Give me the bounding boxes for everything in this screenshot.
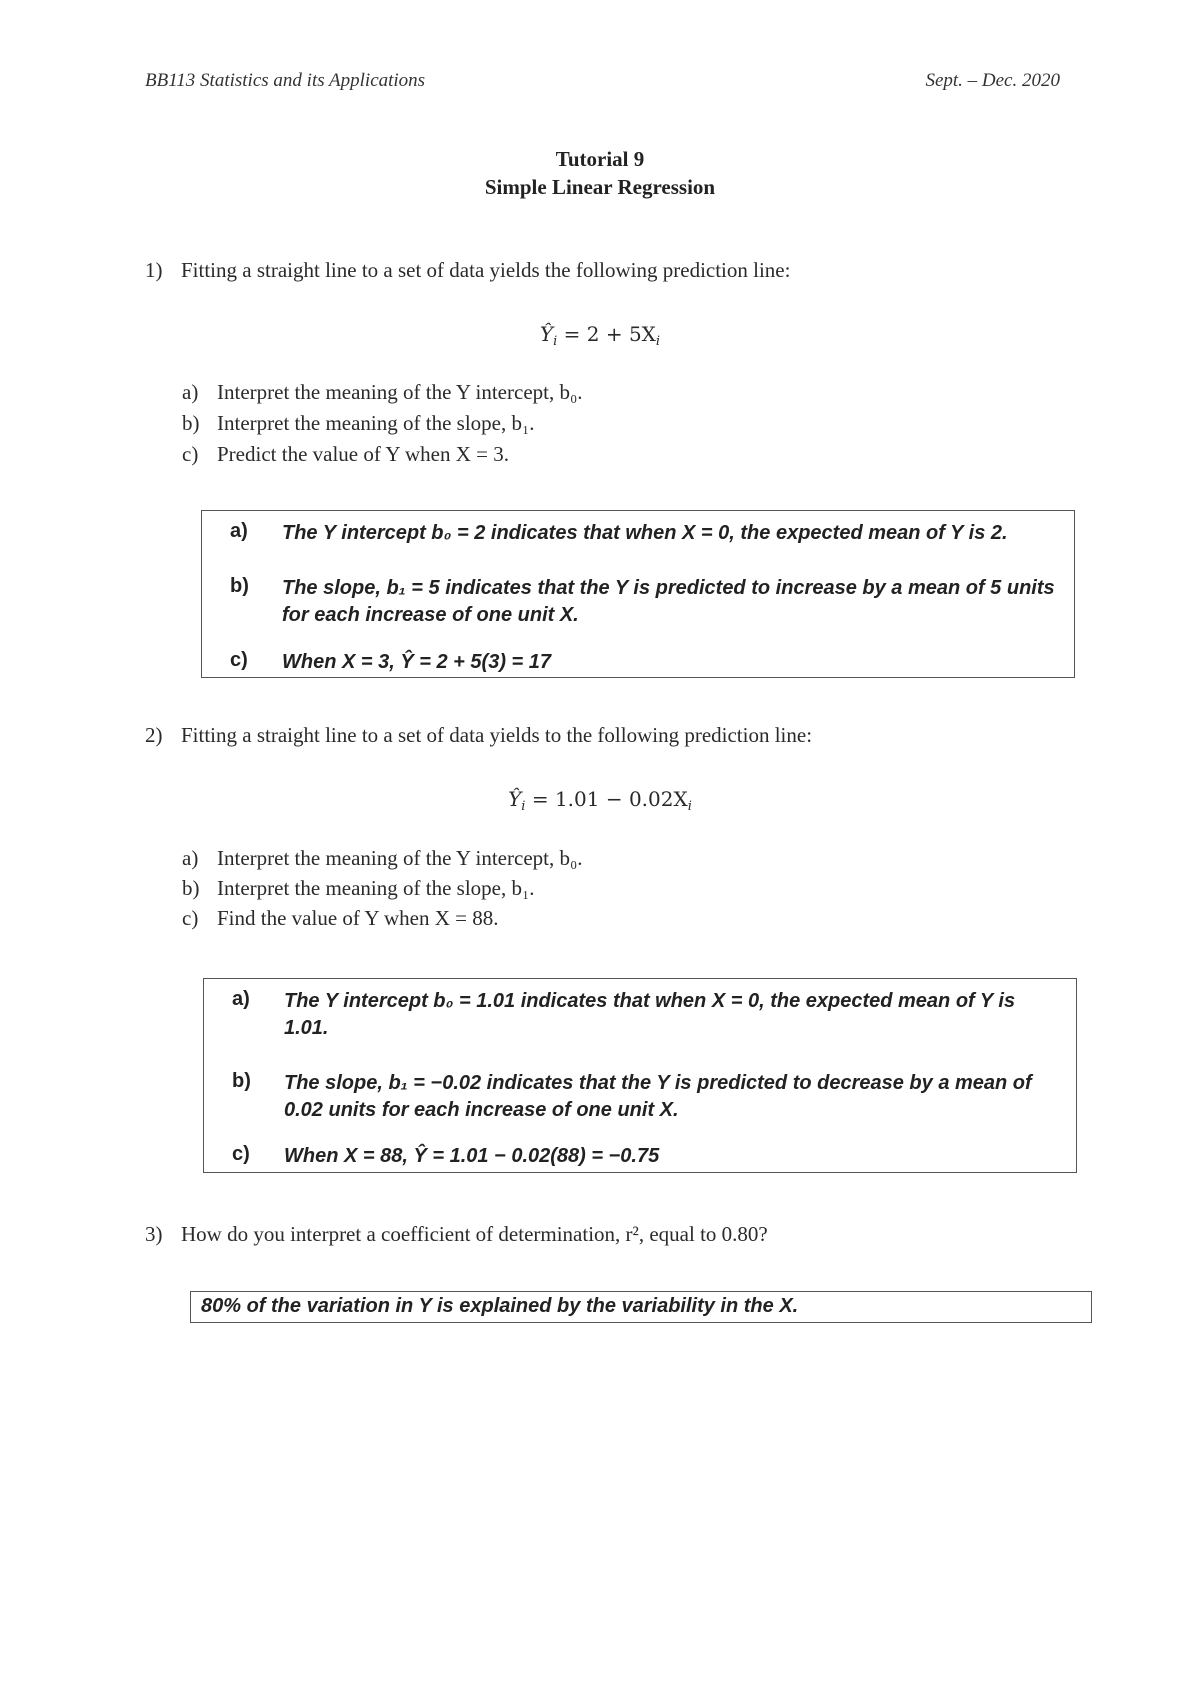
equation-sub: i	[553, 334, 558, 349]
answer-label: c)	[232, 1143, 250, 1165]
prediction-equation-1	[0, 322, 1200, 349]
item-label: b)	[182, 411, 200, 435]
page-subtitle: Simple Linear Regression	[484, 175, 716, 199]
question-1	[145, 258, 790, 283]
item-text: Interpret the meaning of the slope, b₁.	[217, 876, 535, 900]
list-item	[182, 442, 509, 467]
equation-rhs: = 1.01 − 0.02X	[525, 787, 688, 811]
answer-text: The Y intercept b₀ = 2 indicates that when X = 0, the expected mean of Y is 2.	[282, 522, 1008, 544]
equation-rhs: = 2 + 5X	[557, 322, 656, 346]
answer-text: When X = 3, Ŷ = 2 + 5(3) = 17	[282, 651, 552, 673]
list-item	[182, 906, 499, 931]
answer-box-3	[190, 1291, 1092, 1323]
answer-text: The slope, b₁ = −0.02 indicates that the Y is predicted to decrease by a mean of 0.02 units for each increase of one unit X.	[284, 1072, 1032, 1121]
answer-label: a)	[232, 988, 250, 1010]
list-item	[182, 411, 535, 436]
question-3	[145, 1222, 768, 1247]
item-label: a)	[182, 846, 199, 870]
answer-box-1	[201, 510, 1075, 678]
question-number: 1)	[145, 258, 163, 282]
answer-label: c)	[230, 649, 248, 671]
answer-text: The Y intercept b₀ = 1.01 indicates that when X = 0, the expected mean of Y is 1.01.	[284, 990, 1016, 1039]
answer-text: The slope, b₁ = 5 indicates that the Y is predicted to increase by a mean of 5 units for each increase of one unit X.	[282, 577, 1055, 626]
answer-label: b)	[232, 1070, 251, 1092]
answer-label: b)	[230, 575, 249, 597]
answer-text: 80% of the variation in Y is explained by the variability in the X.	[201, 1295, 799, 1317]
item-text: Predict the value of Y when X = 3.	[217, 442, 509, 466]
question-2	[145, 723, 812, 748]
item-label: c)	[182, 906, 199, 930]
question-prompt: Fitting a straight line to a set of data yields the following prediction line:	[181, 258, 791, 282]
course-header: BB113 Statistics and its Applications	[145, 70, 426, 91]
question-prompt: How do you interpret a coefficient of determination, r², equal to 0.80?	[181, 1222, 768, 1246]
item-text: Interpret the meaning of the slope, b₁.	[217, 411, 535, 435]
answer-box-2	[203, 978, 1077, 1173]
equation-lhs: Ŷ	[539, 322, 554, 346]
list-item	[182, 876, 535, 901]
question-number: 3)	[145, 1222, 163, 1246]
answer-text: When X = 88, Ŷ = 1.01 − 0.02(88) = −0.75	[284, 1145, 660, 1167]
equation-rhs-sub: i	[655, 334, 661, 349]
equation-lhs: Ŷ	[508, 787, 522, 811]
question-number: 2)	[145, 723, 163, 747]
list-item	[182, 380, 583, 405]
item-text: Interpret the meaning of the Y intercept, b₀.	[217, 846, 583, 870]
item-label: c)	[182, 442, 199, 466]
item-text: Interpret the meaning of the Y intercept, b₀.	[217, 380, 583, 404]
answer-label: a)	[230, 520, 248, 542]
page-title: Tutorial 9	[555, 147, 645, 171]
item-label: b)	[182, 876, 200, 900]
question-prompt: Fitting a straight line to a set of data yields to the following prediction line:	[181, 723, 813, 747]
equation-rhs-sub: i	[687, 799, 692, 814]
term-header: Sept. – Dec. 2020	[925, 70, 1060, 91]
equation-sub: i	[521, 799, 526, 814]
item-label: a)	[182, 380, 199, 404]
prediction-equation-2	[0, 787, 1200, 814]
item-text: Find the value of Y when X = 88.	[217, 906, 499, 930]
list-item	[182, 846, 583, 871]
